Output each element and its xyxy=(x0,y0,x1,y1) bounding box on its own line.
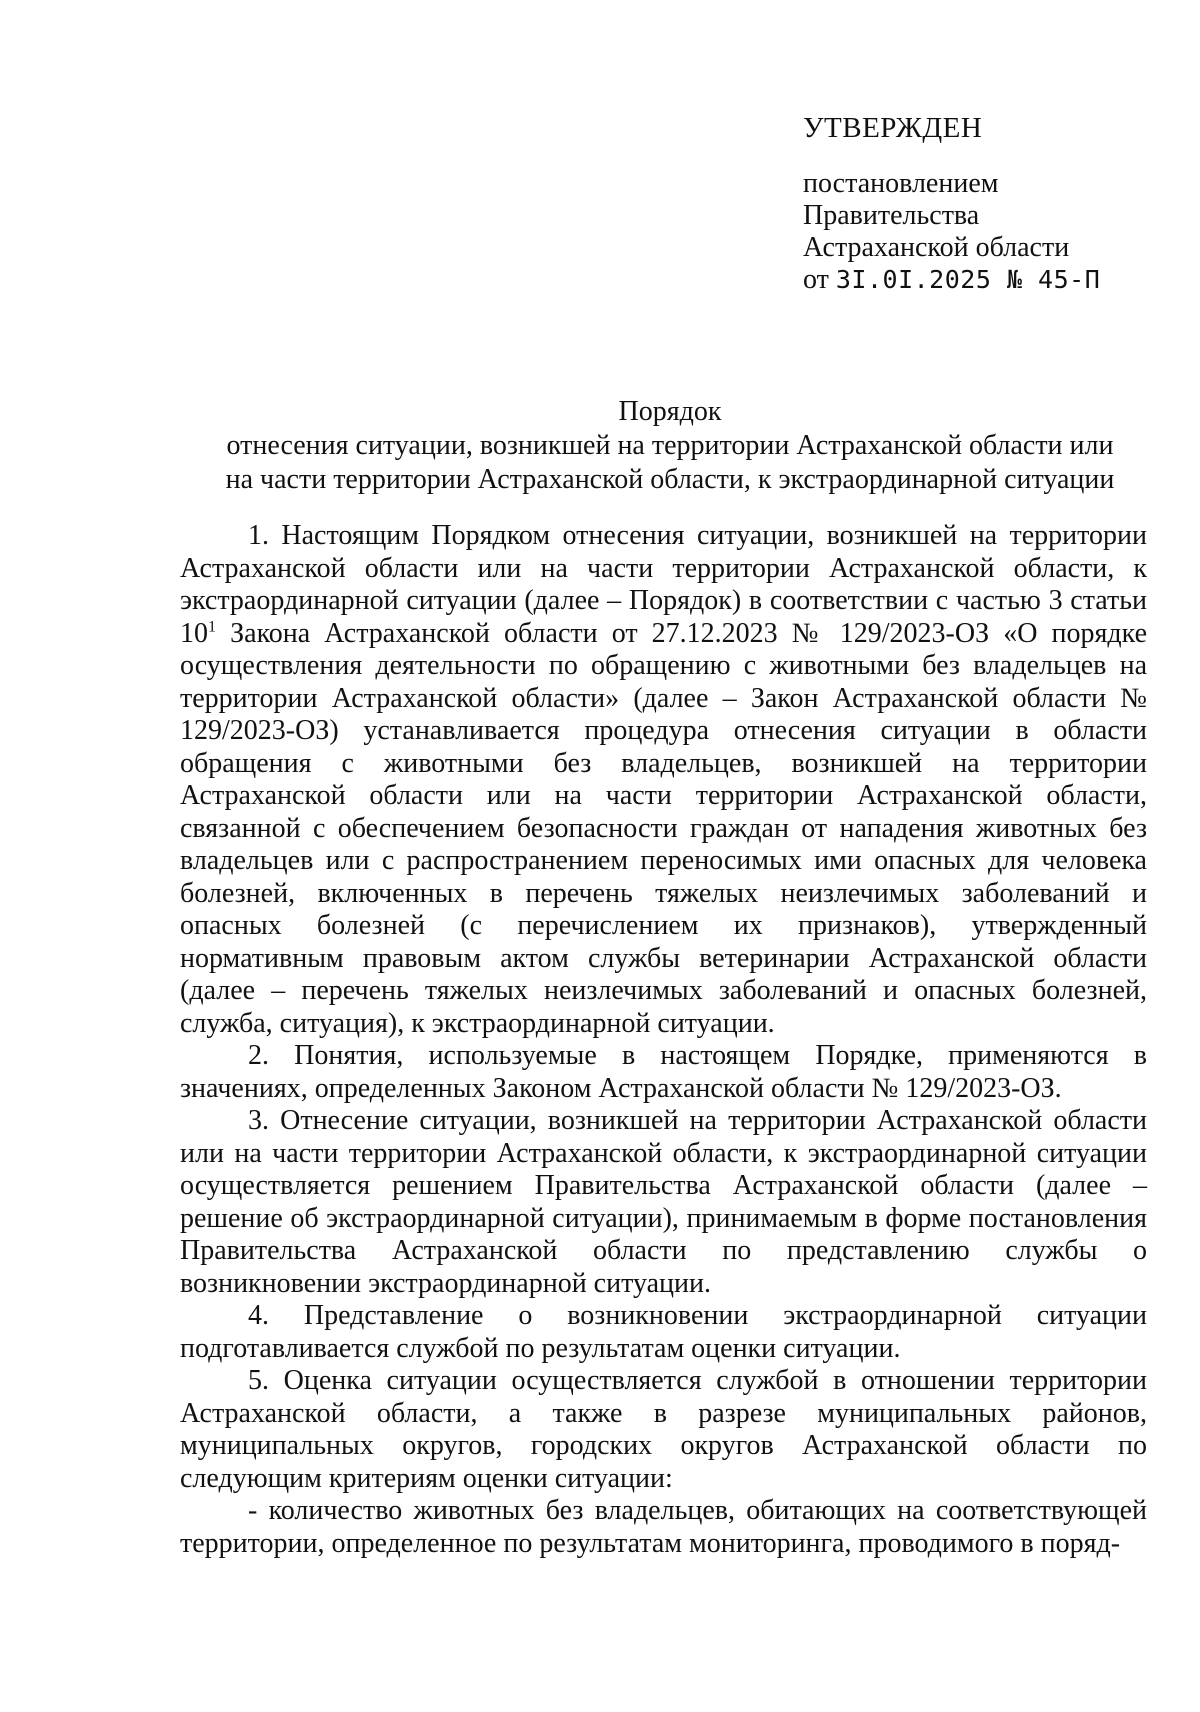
paragraph-5: 5. Оценка ситуации осуществляется службой в отношении территории Астраханской области, а также в разрезе муниципальных районов, муниципальных округов, городских округов Астраханской области по следующим критериям оценки ситуации: xyxy=(180,1365,1147,1494)
title-line-1: отнесения ситуации, возникшей на территории Астраханской области или xyxy=(226,430,1114,461)
paragraph-4: 4. Представление о возникновении экстраординарной ситуации подготавливается службой по результатам оценки ситуации. xyxy=(180,1300,1147,1364)
decree-date: 3I.0I.2025 xyxy=(835,265,992,294)
paragraph-6: - количество животных без владельцев, обитающих на соответствующей территории, определенное по результатам мониторинга, проводимого в поряд- xyxy=(180,1495,1147,1559)
decree-date-number xyxy=(803,264,1163,296)
document-body xyxy=(180,520,1147,1560)
approval-line-3: Астраханской области xyxy=(803,232,1070,263)
paragraph-3: 3. Отнесение ситуации, возникшей на территории Астраханской области или на части территории Астраханской области, к экстраординарной ситуации осуществляется решением Правительства Астраханской области (далее – решение об экстраординарной ситуации), принимаемым в форме постановления Правительства Астраханской области по представлению службы о возникновении экстраординарной ситуации. xyxy=(180,1105,1147,1299)
title-line-2: на части территории Астраханской области, к экстраординарной ситуации xyxy=(225,464,1115,495)
approval-stamp xyxy=(803,108,1163,296)
title-word: Порядок xyxy=(618,396,722,427)
document-title xyxy=(190,395,1150,497)
decree-number: 45-П xyxy=(1038,265,1101,294)
decree-number-prefix: № xyxy=(991,265,1039,294)
approval-line-2: Правительства xyxy=(803,200,980,231)
approval-heading: УТВЕРЖДЕН xyxy=(803,112,983,144)
paragraph-1-end: Закона Астраханской области от 27.12.2023 № 129/2023-ОЗ «О порядке осуществления деятельности по обращению с животными без владельцев на территории Астраханской области» (далее – Закон Астраханской области № 129/2023-ОЗ) устанавливается процедура отнесения ситуации в области обращения с животными без владельцев, возникшей на территории Астраханской области или на части территории Астраханской области, связанной с обеспечением безопасности граждан от нападения животных без владельцев или с распространением переносимых ими опасных для человека болезней, включенных в перечень тяжелых неизлечимых заболеваний и опасных болезней (с перечислением их признаков), утвержденный нормативным правовым актом службы ветеринарии Астраханской области (далее – перечень тяжелых неизлечимых заболеваний и опасных болезней, служба, ситуация), к экстраординарной ситуации. xyxy=(180,617,1147,1039)
decree-date-prefix: от xyxy=(803,264,836,295)
paragraph-1 xyxy=(180,520,1147,1040)
paragraph-1-start: 1. Настоящим Порядком отнесения ситуации, возникшей на территории Астраханской области или на части территории Астраханской области, к экстраординарной ситуации (далее – Порядок) в соответствии с частью 3 статьи 10 xyxy=(180,520,1147,649)
paragraph-2: 2. Понятия, используемые в настоящем Порядке, применяются в значениях, определенных Законом Астраханской области № 129/2023-ОЗ. xyxy=(180,1040,1147,1104)
article-superscript: 1 xyxy=(208,618,216,636)
approval-line-1: постановлением xyxy=(803,168,999,199)
